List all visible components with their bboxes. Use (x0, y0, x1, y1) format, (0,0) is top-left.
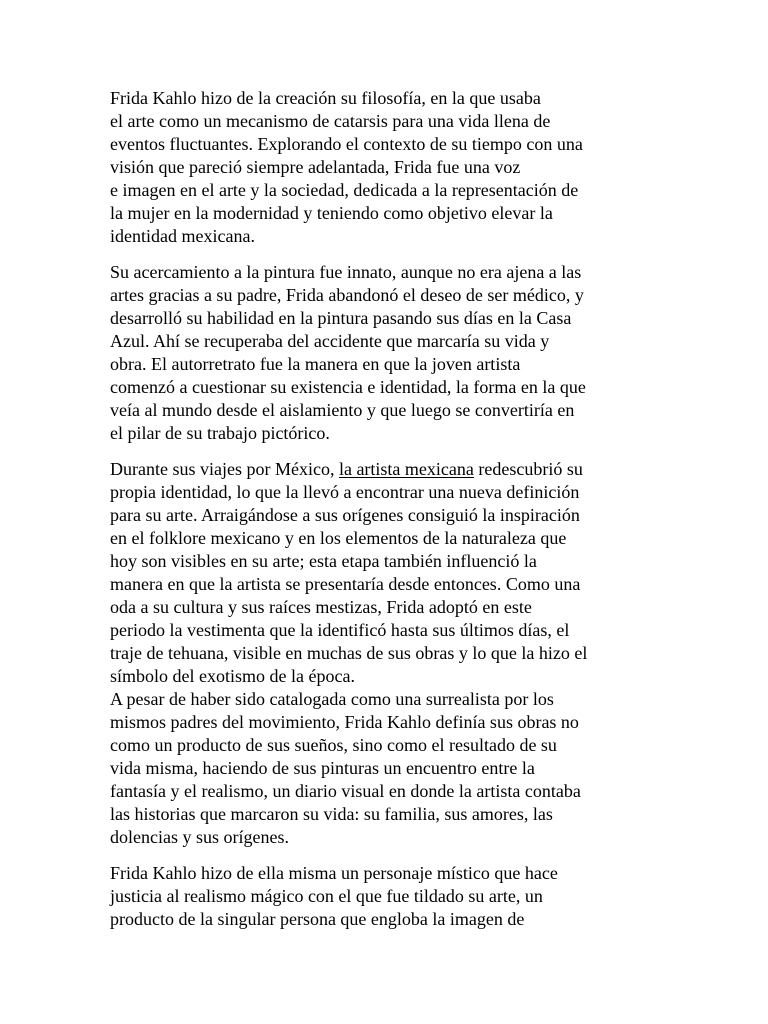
paragraph-2-line-3: desarrolló su habilidad en la pintura pasando sus días en la Casa (110, 308, 572, 328)
paragraph-1-line-4: visión que pareció siempre adelantada, Frida fue una voz (110, 157, 521, 177)
paragraph-2-line-4: Azul. Ahí se recuperaba del accidente que marcaría su vida y (110, 331, 550, 351)
paragraph-3-line-1-start: Durante sus viajes por México, (110, 459, 339, 479)
paragraph-5-line-3: producto de la singular persona que engloba la imagen de (110, 909, 525, 929)
paragraph-2-line-6: comenzó a cuestionar su existencia e identidad, la forma en la que (110, 377, 586, 397)
paragraph-5-line-2: justicia al realismo mágico con el que fue tildado su arte, un (110, 886, 543, 906)
paragraph-3-line-8: periodo la vestimenta que la identificó hasta sus últimos días, el (110, 620, 570, 640)
paragraph-1-line-6: la mujer en la modernidad y teniendo como objetivo elevar la (110, 203, 553, 223)
paragraph-3-line-3: para su arte. Arraigándose a sus orígenes consiguió la inspiración (110, 505, 580, 525)
paragraph-1-line-7: identidad mexicana. (110, 226, 255, 246)
artista-mexicana-link[interactable]: la artista mexicana (338, 459, 474, 479)
paragraph-4-line-3: como un producto de sus sueños, sino como el resultado de su (110, 735, 557, 755)
paragraph-3-line-1-end: redescubrió su (473, 459, 583, 479)
paragraph-4-line-7: dolencias y sus orígenes. (110, 827, 289, 847)
paragraph-1-line-5: e imagen en el arte y la sociedad, dedicada a la representación de (110, 180, 579, 200)
paragraph-3-line-5: hoy son visibles en su arte; esta etapa también influenció la (110, 551, 537, 571)
paragraph-1-line-2: el arte como un mecanismo de catarsis para una vida llena de (110, 111, 551, 131)
paragraph-2-line-2: artes gracias a su padre, Frida abandonó el deseo de ser médico, y (110, 285, 584, 305)
paragraph-2-line-7: veía al mundo desde el aislamiento y que luego se convertiría en (110, 400, 575, 420)
paragraph-3-line-10: símbolo del exotismo de la época. (110, 666, 355, 686)
paragraph-4-line-2: mismos padres del movimiento, Frida Kahlo definía sus obras no (110, 712, 579, 732)
paragraph-1-line-3: eventos fluctuantes. Explorando el contexto de su tiempo con una (110, 134, 583, 154)
paragraph-4-line-1: A pesar de haber sido catalogada como una surrealista por los (110, 689, 554, 709)
paragraph-4-line-4: vida misma, haciendo de sus pinturas un encuentro entre la (110, 758, 535, 778)
paragraph-2-line-8: el pilar de su trabajo pictórico. (110, 423, 330, 443)
paragraph-3-line-7: oda a su cultura y sus raíces mestizas, Frida adoptó en este (110, 597, 532, 617)
paragraph-3-line-2: propia identidad, lo que la llevó a encontrar una nueva definición (110, 482, 580, 502)
paragraph-5-line-1: Frida Kahlo hizo de ella misma un personaje místico que hace (110, 863, 558, 883)
paragraph-2-line-1: Su acercamiento a la pintura fue innato, aunque no era ajena a las (110, 262, 582, 282)
paragraph-3-line-6: manera en que la artista se presentaría desde entonces. Como una (110, 574, 581, 594)
paragraph-3-line-1 (110, 458, 583, 481)
paragraph-4-line-6: las historias que marcaron su vida: su familia, sus amores, las (110, 804, 553, 824)
paragraph-4-line-5: fantasía y el realismo, un diario visual en donde la artista contaba (110, 781, 581, 801)
paragraph-3-line-9: traje de tehuana, visible en muchas de sus obras y lo que la hizo el (110, 643, 588, 663)
paragraph-2-line-5: obra. El autorretrato fue la manera en que la joven artista (110, 354, 521, 374)
paragraph-3-line-4: en el folklore mexicano y en los elementos de la naturaleza que (110, 528, 567, 548)
paragraph-1-line-1: Frida Kahlo hizo de la creación su filosofía, en la que usaba (110, 88, 541, 108)
